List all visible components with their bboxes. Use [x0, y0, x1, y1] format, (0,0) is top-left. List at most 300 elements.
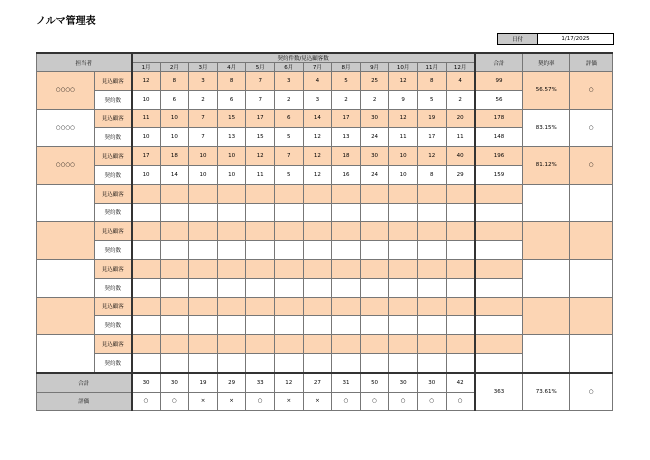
month-cell	[189, 241, 218, 260]
month-cell: 7	[274, 147, 303, 166]
header-rate: 契約率	[523, 53, 570, 72]
month-cell: 6	[160, 90, 189, 109]
month-cell: 6	[274, 109, 303, 128]
month-cell: 17	[332, 109, 361, 128]
row-total	[475, 203, 523, 222]
month-cell	[303, 222, 332, 241]
month-cell	[389, 335, 418, 354]
month-total: 27	[303, 373, 332, 392]
contract-rate: 83.15%	[523, 109, 570, 147]
month-cell	[417, 316, 446, 335]
month-cell	[189, 184, 218, 203]
month-cell: 12	[417, 147, 446, 166]
month-cell: 11	[446, 128, 475, 147]
row-total	[475, 316, 523, 335]
date-label: 日付	[498, 34, 538, 44]
staff-eval	[570, 222, 613, 260]
month-cell	[189, 297, 218, 316]
month-cell: 8	[160, 72, 189, 91]
month-header: 10月	[389, 63, 418, 72]
month-cell: 7	[246, 72, 275, 91]
month-cell	[246, 259, 275, 278]
table-row	[37, 222, 613, 241]
month-cell: 40	[446, 147, 475, 166]
month-cell	[160, 297, 189, 316]
month-cell	[417, 241, 446, 260]
month-cell: 14	[303, 109, 332, 128]
month-eval: ○	[446, 392, 475, 411]
month-cell: 3	[303, 90, 332, 109]
prospect-label: 見込顧客	[95, 297, 132, 316]
month-cell: 4	[446, 72, 475, 91]
month-cell	[417, 184, 446, 203]
quota-table	[36, 52, 613, 411]
month-cell	[417, 278, 446, 297]
month-cell	[274, 316, 303, 335]
month-cell	[132, 353, 161, 372]
month-cell	[217, 222, 246, 241]
table-row	[37, 147, 613, 166]
month-cell: 5	[417, 90, 446, 109]
month-cell: 7	[189, 128, 218, 147]
month-total: 19	[189, 373, 218, 392]
month-cell	[132, 203, 161, 222]
overall-rate: 73.61%	[523, 373, 570, 411]
month-cell: 18	[160, 147, 189, 166]
month-cell	[417, 259, 446, 278]
header-staff: 担当者	[37, 53, 132, 72]
month-cell	[360, 259, 389, 278]
month-cell	[332, 335, 361, 354]
month-cell	[360, 278, 389, 297]
row-total: 148	[475, 128, 523, 147]
month-cell: 10	[160, 109, 189, 128]
month-cell	[303, 335, 332, 354]
month-cell	[274, 278, 303, 297]
month-cell: 5	[274, 128, 303, 147]
month-cell: 6	[217, 90, 246, 109]
month-cell: 13	[217, 128, 246, 147]
month-cell	[132, 335, 161, 354]
contract-label: 契約数	[95, 128, 132, 147]
staff-name	[37, 259, 95, 297]
month-eval: ×	[274, 392, 303, 411]
month-cell	[160, 222, 189, 241]
month-cell	[274, 335, 303, 354]
month-cell	[246, 297, 275, 316]
month-total: 42	[446, 373, 475, 392]
month-cell	[246, 184, 275, 203]
month-cell	[160, 335, 189, 354]
row-total: 159	[475, 165, 523, 184]
month-total: 30	[132, 373, 161, 392]
month-cell	[274, 184, 303, 203]
month-cell	[189, 335, 218, 354]
table-row	[37, 259, 613, 278]
month-cell: 15	[217, 109, 246, 128]
month-cell: 10	[132, 90, 161, 109]
month-cell	[389, 353, 418, 372]
staff-eval: ○	[570, 72, 613, 110]
month-total: 30	[160, 373, 189, 392]
month-cell: 12	[303, 147, 332, 166]
month-cell	[246, 353, 275, 372]
month-eval: ○	[360, 392, 389, 411]
month-header: 11月	[417, 63, 446, 72]
month-cell: 18	[332, 147, 361, 166]
month-cell	[160, 184, 189, 203]
month-cell: 10	[189, 165, 218, 184]
overall-eval: ○	[570, 373, 613, 411]
month-cell	[217, 353, 246, 372]
month-cell	[360, 184, 389, 203]
month-total: 30	[389, 373, 418, 392]
month-cell: 2	[446, 90, 475, 109]
month-cell	[446, 259, 475, 278]
month-cell	[360, 203, 389, 222]
month-cell	[446, 316, 475, 335]
month-cell	[217, 278, 246, 297]
month-cell	[303, 203, 332, 222]
month-total: 33	[246, 373, 275, 392]
month-cell	[217, 316, 246, 335]
month-cell	[217, 184, 246, 203]
month-cell	[332, 241, 361, 260]
month-eval: ○	[246, 392, 275, 411]
month-cell	[160, 241, 189, 260]
month-cell	[132, 297, 161, 316]
row-total	[475, 297, 523, 316]
month-cell: 20	[446, 109, 475, 128]
month-cell: 19	[417, 109, 446, 128]
contract-rate: 81.12%	[523, 147, 570, 185]
month-cell: 29	[446, 165, 475, 184]
row-total: 196	[475, 147, 523, 166]
month-cell: 24	[360, 128, 389, 147]
month-cell	[217, 241, 246, 260]
month-cell: 10	[132, 165, 161, 184]
contract-label: 契約数	[95, 90, 132, 109]
row-total: 99	[475, 72, 523, 91]
month-cell	[360, 241, 389, 260]
month-cell	[360, 353, 389, 372]
staff-eval	[570, 335, 613, 373]
staff-name: ○○○○	[37, 147, 95, 185]
month-cell: 12	[389, 109, 418, 128]
row-total: 178	[475, 109, 523, 128]
month-cell	[217, 259, 246, 278]
month-cell: 17	[246, 109, 275, 128]
row-total	[475, 259, 523, 278]
month-cell: 25	[360, 72, 389, 91]
month-cell	[332, 278, 361, 297]
month-header: 2月	[160, 63, 189, 72]
month-total: 30	[417, 373, 446, 392]
month-cell	[246, 316, 275, 335]
month-cell	[389, 316, 418, 335]
month-cell: 12	[389, 72, 418, 91]
month-cell	[303, 241, 332, 260]
month-cell: 12	[303, 128, 332, 147]
month-cell: 9	[389, 90, 418, 109]
month-cell	[332, 184, 361, 203]
row-total	[475, 278, 523, 297]
month-cell	[189, 222, 218, 241]
month-cell	[360, 335, 389, 354]
month-header: 1月	[132, 63, 161, 72]
month-header: 12月	[446, 63, 475, 72]
month-cell	[332, 297, 361, 316]
month-cell	[303, 316, 332, 335]
month-cell: 17	[132, 147, 161, 166]
month-cell	[217, 203, 246, 222]
date-value: 1/17/2025	[561, 36, 590, 42]
month-cell: 10	[389, 165, 418, 184]
month-cell	[246, 241, 275, 260]
month-eval: ○	[417, 392, 446, 411]
month-cell	[446, 278, 475, 297]
staff-eval	[570, 184, 613, 222]
staff-name	[37, 335, 95, 373]
month-cell: 24	[360, 165, 389, 184]
month-cell	[360, 316, 389, 335]
month-cell: 7	[246, 90, 275, 109]
month-cell: 14	[160, 165, 189, 184]
row-total	[475, 241, 523, 260]
month-header: 9月	[360, 63, 389, 72]
month-header: 4月	[217, 63, 246, 72]
page-title: ノルマ管理表	[36, 16, 96, 27]
month-cell: 11	[246, 165, 275, 184]
contract-label: 契約数	[95, 278, 132, 297]
month-cell	[446, 184, 475, 203]
month-cell	[132, 241, 161, 260]
month-cell	[217, 297, 246, 316]
row-total	[475, 222, 523, 241]
month-cell	[303, 353, 332, 372]
month-cell	[417, 335, 446, 354]
month-total: 12	[274, 373, 303, 392]
staff-name	[37, 297, 95, 335]
month-cell: 10	[389, 147, 418, 166]
month-cell: 10	[132, 128, 161, 147]
month-cell: 16	[332, 165, 361, 184]
prospect-label: 見込顧客	[95, 147, 132, 166]
month-cell	[160, 278, 189, 297]
month-eval: ○	[160, 392, 189, 411]
contract-label: 契約数	[95, 353, 132, 372]
month-cell	[132, 184, 161, 203]
header-eval: 評価	[570, 53, 613, 72]
staff-name	[37, 222, 95, 260]
month-eval: ○	[389, 392, 418, 411]
month-cell: 2	[360, 90, 389, 109]
month-cell	[189, 278, 218, 297]
month-cell	[303, 297, 332, 316]
contract-rate	[523, 297, 570, 335]
table-row	[37, 109, 613, 128]
month-cell	[332, 259, 361, 278]
month-cell: 7	[189, 109, 218, 128]
month-cell: 17	[417, 128, 446, 147]
month-eval: ×	[217, 392, 246, 411]
month-cell	[189, 316, 218, 335]
month-cell	[389, 259, 418, 278]
month-cell	[246, 203, 275, 222]
month-cell: 8	[217, 72, 246, 91]
month-cell	[446, 297, 475, 316]
prospect-label: 見込顧客	[95, 109, 132, 128]
month-cell	[189, 353, 218, 372]
row-total: 56	[475, 90, 523, 109]
table-row	[37, 184, 613, 203]
month-cell	[160, 316, 189, 335]
month-cell	[160, 203, 189, 222]
row-total	[475, 335, 523, 354]
month-cell: 2	[274, 90, 303, 109]
month-header: 7月	[303, 63, 332, 72]
contract-label: 契約数	[95, 316, 132, 335]
month-cell	[217, 335, 246, 354]
month-cell: 12	[303, 165, 332, 184]
month-cell	[446, 222, 475, 241]
staff-eval: ○	[570, 109, 613, 147]
month-cell	[132, 222, 161, 241]
month-cell: 8	[417, 165, 446, 184]
month-cell	[360, 297, 389, 316]
header-total: 合計	[475, 53, 523, 72]
month-cell: 12	[132, 72, 161, 91]
month-cell	[417, 222, 446, 241]
month-cell	[274, 259, 303, 278]
month-cell	[332, 222, 361, 241]
month-cell	[360, 222, 389, 241]
month-cell	[303, 278, 332, 297]
month-cell	[274, 297, 303, 316]
month-eval: ×	[303, 392, 332, 411]
contract-rate	[523, 335, 570, 373]
contract-rate: 56.57%	[523, 72, 570, 110]
month-eval: ○	[332, 392, 361, 411]
staff-name: ○○○○	[37, 109, 95, 147]
header-group: 契約件数/見込顧客数	[132, 53, 475, 63]
month-cell	[332, 316, 361, 335]
month-cell	[446, 353, 475, 372]
month-header: 8月	[332, 63, 361, 72]
month-cell	[332, 203, 361, 222]
month-cell	[389, 297, 418, 316]
month-cell: 11	[389, 128, 418, 147]
table-row	[37, 335, 613, 354]
month-cell	[446, 241, 475, 260]
month-cell	[417, 353, 446, 372]
month-cell	[446, 203, 475, 222]
prospect-label: 見込顧客	[95, 184, 132, 203]
month-cell	[389, 278, 418, 297]
month-cell: 4	[303, 72, 332, 91]
prospect-label: 見込顧客	[95, 259, 132, 278]
month-cell: 10	[160, 128, 189, 147]
footer-total-row	[37, 373, 613, 392]
month-cell	[189, 259, 218, 278]
month-cell: 5	[274, 165, 303, 184]
month-cell: 5	[332, 72, 361, 91]
month-cell	[132, 278, 161, 297]
month-cell	[332, 353, 361, 372]
row-total	[475, 184, 523, 203]
month-cell: 2	[332, 90, 361, 109]
month-header: 5月	[246, 63, 275, 72]
contract-label: 契約数	[95, 203, 132, 222]
contract-rate	[523, 222, 570, 260]
staff-eval	[570, 259, 613, 297]
month-cell	[446, 335, 475, 354]
row-total	[475, 353, 523, 372]
month-cell	[246, 278, 275, 297]
month-cell	[274, 353, 303, 372]
month-cell: 10	[217, 147, 246, 166]
month-cell: 3	[274, 72, 303, 91]
month-cell	[389, 203, 418, 222]
month-cell: 2	[189, 90, 218, 109]
staff-eval: ○	[570, 147, 613, 185]
staff-eval	[570, 297, 613, 335]
month-eval: ○	[132, 392, 161, 411]
footer-total-label: 合計	[37, 373, 132, 392]
month-cell: 10	[189, 147, 218, 166]
month-total: 29	[217, 373, 246, 392]
month-cell: 15	[246, 128, 275, 147]
month-cell	[274, 222, 303, 241]
month-cell: 8	[417, 72, 446, 91]
month-cell	[160, 259, 189, 278]
contract-rate	[523, 259, 570, 297]
footer-eval-label: 評価	[37, 392, 132, 411]
contract-rate	[523, 184, 570, 222]
month-cell	[132, 259, 161, 278]
month-header: 6月	[274, 63, 303, 72]
month-cell	[246, 335, 275, 354]
grand-total: 363	[475, 373, 523, 411]
month-total: 31	[332, 373, 361, 392]
month-cell	[246, 222, 275, 241]
prospect-label: 見込顧客	[95, 72, 132, 91]
month-header: 3月	[189, 63, 218, 72]
month-cell	[189, 203, 218, 222]
staff-name	[37, 184, 95, 222]
month-cell	[132, 316, 161, 335]
contract-label: 契約数	[95, 241, 132, 260]
month-cell	[389, 184, 418, 203]
month-cell: 3	[189, 72, 218, 91]
month-cell: 30	[360, 147, 389, 166]
month-total: 50	[360, 373, 389, 392]
month-cell	[303, 184, 332, 203]
month-cell	[303, 259, 332, 278]
table-row	[37, 72, 613, 91]
month-cell: 30	[360, 109, 389, 128]
month-cell	[389, 241, 418, 260]
month-cell	[417, 297, 446, 316]
table-row	[37, 297, 613, 316]
month-cell	[274, 241, 303, 260]
month-cell	[160, 353, 189, 372]
month-cell	[389, 222, 418, 241]
prospect-label: 見込顧客	[95, 335, 132, 354]
month-cell: 10	[217, 165, 246, 184]
month-eval: ×	[189, 392, 218, 411]
month-cell: 11	[132, 109, 161, 128]
